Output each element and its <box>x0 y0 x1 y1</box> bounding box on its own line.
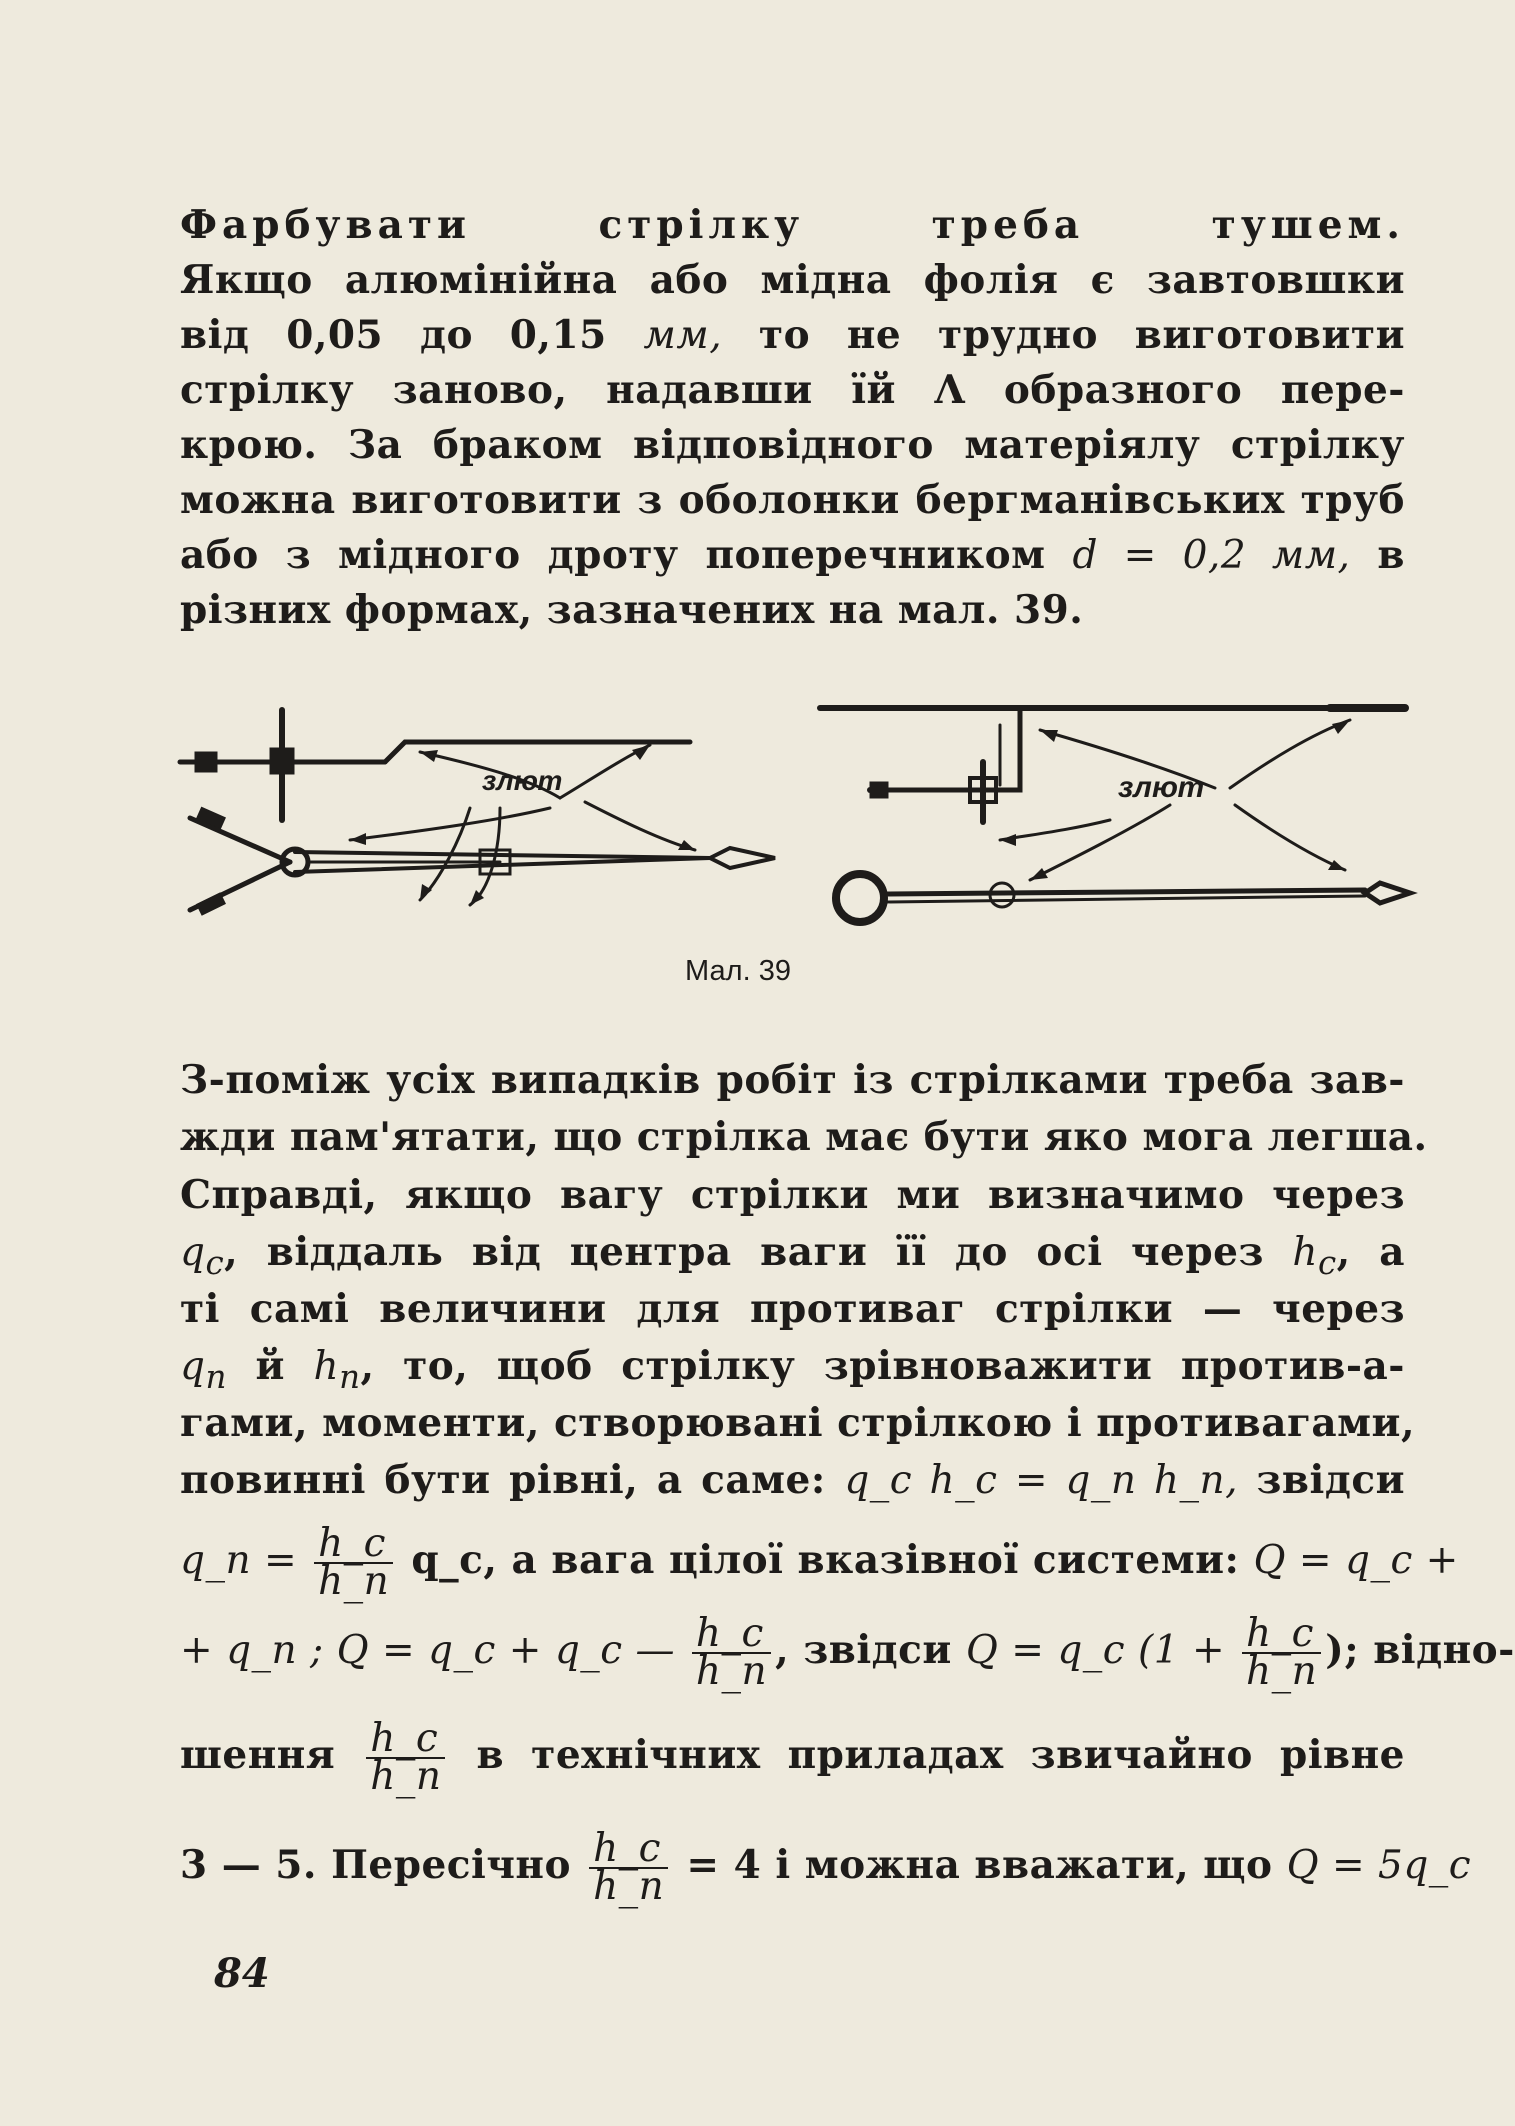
text-line <box>180 475 1405 525</box>
text-line <box>180 310 1405 361</box>
text-span: в <box>1350 532 1405 578</box>
fraction-numerator: h_c <box>692 1616 771 1654</box>
fraction <box>314 1521 393 1604</box>
text-span: крою. За браком відповідного матеріялу стрілку <box>180 422 1405 468</box>
text-span: = 4 і можна вважати, що <box>672 1842 1287 1888</box>
fraction-numerator: h_c <box>366 1721 445 1759</box>
text-span: Справді, якщо вагу стрілки ми визначимо через <box>180 1172 1405 1218</box>
text-line <box>180 1455 1405 1506</box>
math-subscript: c <box>1317 1243 1337 1282</box>
text-span: від 0,05 до 0,15 <box>180 312 644 358</box>
equation-inline: q_n = <box>180 1538 311 1583</box>
equation-inline: Q = q_c (1 + <box>965 1628 1239 1673</box>
text-line <box>180 1284 1405 1334</box>
fraction <box>1242 1611 1321 1694</box>
page-number: 84 <box>214 1950 270 1997</box>
text-span: або з мідного дроту поперечником <box>180 532 1073 578</box>
text-line <box>180 530 1405 581</box>
fraction <box>589 1826 668 1909</box>
fraction-denominator: h_n <box>370 1754 442 1799</box>
text-span: жди пам'ятати, що стрілка має бути яко мога легша. <box>180 1114 1428 1160</box>
math-symbol: h <box>1292 1230 1318 1275</box>
fraction-denominator: h_n <box>593 1864 665 1909</box>
fraction <box>366 1716 445 1799</box>
text-span: , а <box>1336 1229 1405 1275</box>
text-span: 3 — 5. Пересічно <box>180 1842 586 1888</box>
text-span: , віддаль від центра ваги її до осі через <box>224 1229 1293 1275</box>
math-symbol: q <box>180 1344 206 1389</box>
fraction-denominator: h_n <box>1246 1649 1318 1694</box>
text-span: Фарбувати стрілку треба тушем. <box>180 202 1405 248</box>
equation-inline: q_c h_c = q_n h_n, <box>844 1458 1238 1503</box>
text-span: , то, щоб стрілку зрівноважити против-а- <box>360 1343 1405 1389</box>
text-line <box>180 1227 1405 1288</box>
text-line <box>180 1341 1405 1402</box>
text-span: й <box>226 1343 314 1389</box>
fraction-numerator: h_c <box>589 1831 668 1869</box>
equation-line <box>180 1715 1405 1799</box>
fraction <box>692 1611 771 1694</box>
figure-39 <box>170 690 1420 950</box>
fraction-denominator: h_n <box>695 1649 768 1694</box>
text-span: звідси <box>1237 1457 1406 1503</box>
equation-inline: Q = 5q_c <box>1286 1843 1472 1888</box>
text-span: q_c, а вага цілої вказівної системи: <box>397 1537 1254 1583</box>
text-line <box>180 1398 1416 1448</box>
text-line <box>180 365 1405 415</box>
text-span: ); відно- <box>1325 1627 1515 1673</box>
equation-line <box>180 1825 1472 1909</box>
equation-inline: Q = q_c + <box>1253 1538 1459 1583</box>
text-span: то не трудно виготовити <box>722 312 1405 358</box>
text-line <box>180 1112 1428 1162</box>
fraction-numerator: h_c <box>314 1526 393 1564</box>
text-span: ті самі величини для противаг стрілки — через <box>180 1286 1405 1332</box>
text-line <box>180 1055 1405 1105</box>
math-symbol: h <box>313 1344 340 1389</box>
fraction-numerator: h_c <box>1242 1616 1321 1654</box>
equation-line <box>180 1520 1459 1604</box>
figure-label-right: злют <box>1118 771 1205 804</box>
text-span: в технічних приладах звичайно рівне <box>449 1732 1405 1778</box>
text-line <box>180 420 1405 470</box>
text-line <box>180 1170 1405 1220</box>
text-span: , звідси <box>775 1627 966 1673</box>
math-subscript: n <box>205 1357 227 1396</box>
figure-label-left: злют <box>482 765 563 796</box>
text-span: гами, моменти, створювані стрілкою і противагами, <box>180 1400 1416 1446</box>
equation-line <box>180 1610 1515 1694</box>
equation-inline: + q_n ; Q = q_c + q_c — <box>180 1628 688 1673</box>
math-subscript: n <box>339 1357 361 1396</box>
text-span: стрілку заново, надавши їй Λ образного пере- <box>180 367 1405 413</box>
text-span: можна виготовити з оболонки бергманівських труб <box>180 477 1405 523</box>
text-span: різних формах, зазначених на мал. 39. <box>180 587 1084 633</box>
math-subscript: c <box>205 1243 225 1282</box>
math-symbol: q <box>180 1230 206 1275</box>
math-inline: d = 0,2 мм, <box>1072 533 1351 578</box>
figure-caption: Мал. 39 <box>685 955 791 987</box>
text-span: З-поміж усіх випадків робіт із стрілками треба зав- <box>180 1057 1405 1103</box>
unit-text: мм, <box>643 313 723 358</box>
text-span: Якщо алюмінійна або мідна фолія є завтовшки <box>180 257 1405 303</box>
text-line <box>180 585 1405 635</box>
text-line <box>180 200 1405 250</box>
text-line <box>180 255 1405 305</box>
fraction-denominator: h_n <box>318 1559 390 1604</box>
text-span: повинні бути рівні, а саме: <box>180 1457 845 1503</box>
text-span: шення <box>180 1732 363 1778</box>
